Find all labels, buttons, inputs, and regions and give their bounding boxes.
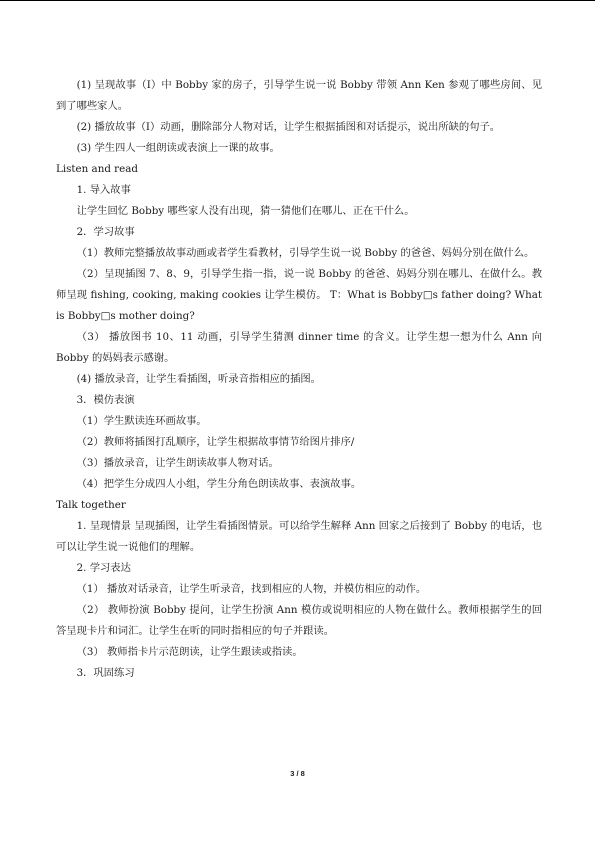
paragraph: （2）呈现插图 7、8、9，引导学生指一指，说一说 Bobby 的爸爸、妈妈分别在哪儿、在做什么。教师呈现 fishing, cooking, making cookies 让学生模仿。 T：What is Bobby□s father doing? What is Bobby□s mother doing? [56, 268, 542, 322]
page-number: 3 / 8 [290, 769, 305, 778]
paragraph: （1） 播放对话录音，让学生听录音，找到相应的人物，并模仿相应的动作。 [76, 583, 427, 595]
paragraph: (4) 播放录音，让学生看插图，听录音指相应的插图。 [76, 373, 321, 385]
top-rule [0, 0, 595, 1]
paragraph: （1）教师完整播放故事动画或者学生看教材，引导学生说一说 Bobby 的爸爸、妈妈分别在做什么。 [76, 247, 535, 259]
document-body [56, 75, 542, 684]
paragraph: （3） 播放图书 10、11 动画，引导学生猜测 dinner time 的含义。让学生想一想为什么 Ann 向 Bobby 的妈妈表示感谢。 [56, 331, 542, 364]
paragraph: 2．学习故事 [76, 226, 135, 238]
paragraph: （2）教师将插图打乱顺序，让学生根据故事情节给图片排序/ [76, 436, 355, 448]
paragraph: 3．巩固练习 [76, 667, 135, 679]
paragraph: 1. 呈现情景 呈现插图，让学生看插图情景。可以给学生解释 Ann 回家之后接到了 Bobby 的电话，也可以让学生说一说他们的理解。 [56, 520, 542, 553]
paragraph: 1. 导入故事 [76, 184, 131, 196]
paragraph: (3) 学生四人一组朗读或表演上一课的故事。 [76, 142, 280, 154]
paragraph: （1）学生默读连环画故事。 [76, 415, 207, 427]
paragraph: 让学生回忆 Bobby 哪些家人没有出现，猜一猜他们在哪儿、正在干什么。 [76, 205, 415, 217]
paragraph: （3）播放录音，让学生朗读故事人物对话。 [76, 457, 279, 469]
paragraph: 2. 学习表达 [76, 562, 131, 574]
paragraph: （4）把学生分成四人小组，学生分角色朗读故事、表演故事。 [76, 478, 362, 490]
paragraph: Talk together [56, 499, 126, 511]
paragraph: （3） 教师指卡片示范朗读，让学生跟读或指读。 [76, 646, 303, 658]
paragraph: （2） 教师扮演 Bobby 提问，让学生扮演 Ann 模仿或说明相应的人物在做什么。教师根据学生的回答呈现卡片和词汇。让学生在听的同时指相应的句子并跟读。 [56, 604, 542, 637]
paragraph: 3．模仿表演 [76, 394, 135, 406]
paragraph: (2) 播放故事（I）动画，删除部分人物对话，让学生根据插图和对话提示，说出所缺的句子。 [76, 121, 501, 133]
paragraph: Listen and read [56, 163, 138, 175]
paragraph: (1) 呈现故事（Ⅰ）中 Bobby 家的房子，引导学生说一说 Bobby 带领 Ann Ken 参观了哪些房间、见到了哪些家人。 [56, 79, 542, 112]
